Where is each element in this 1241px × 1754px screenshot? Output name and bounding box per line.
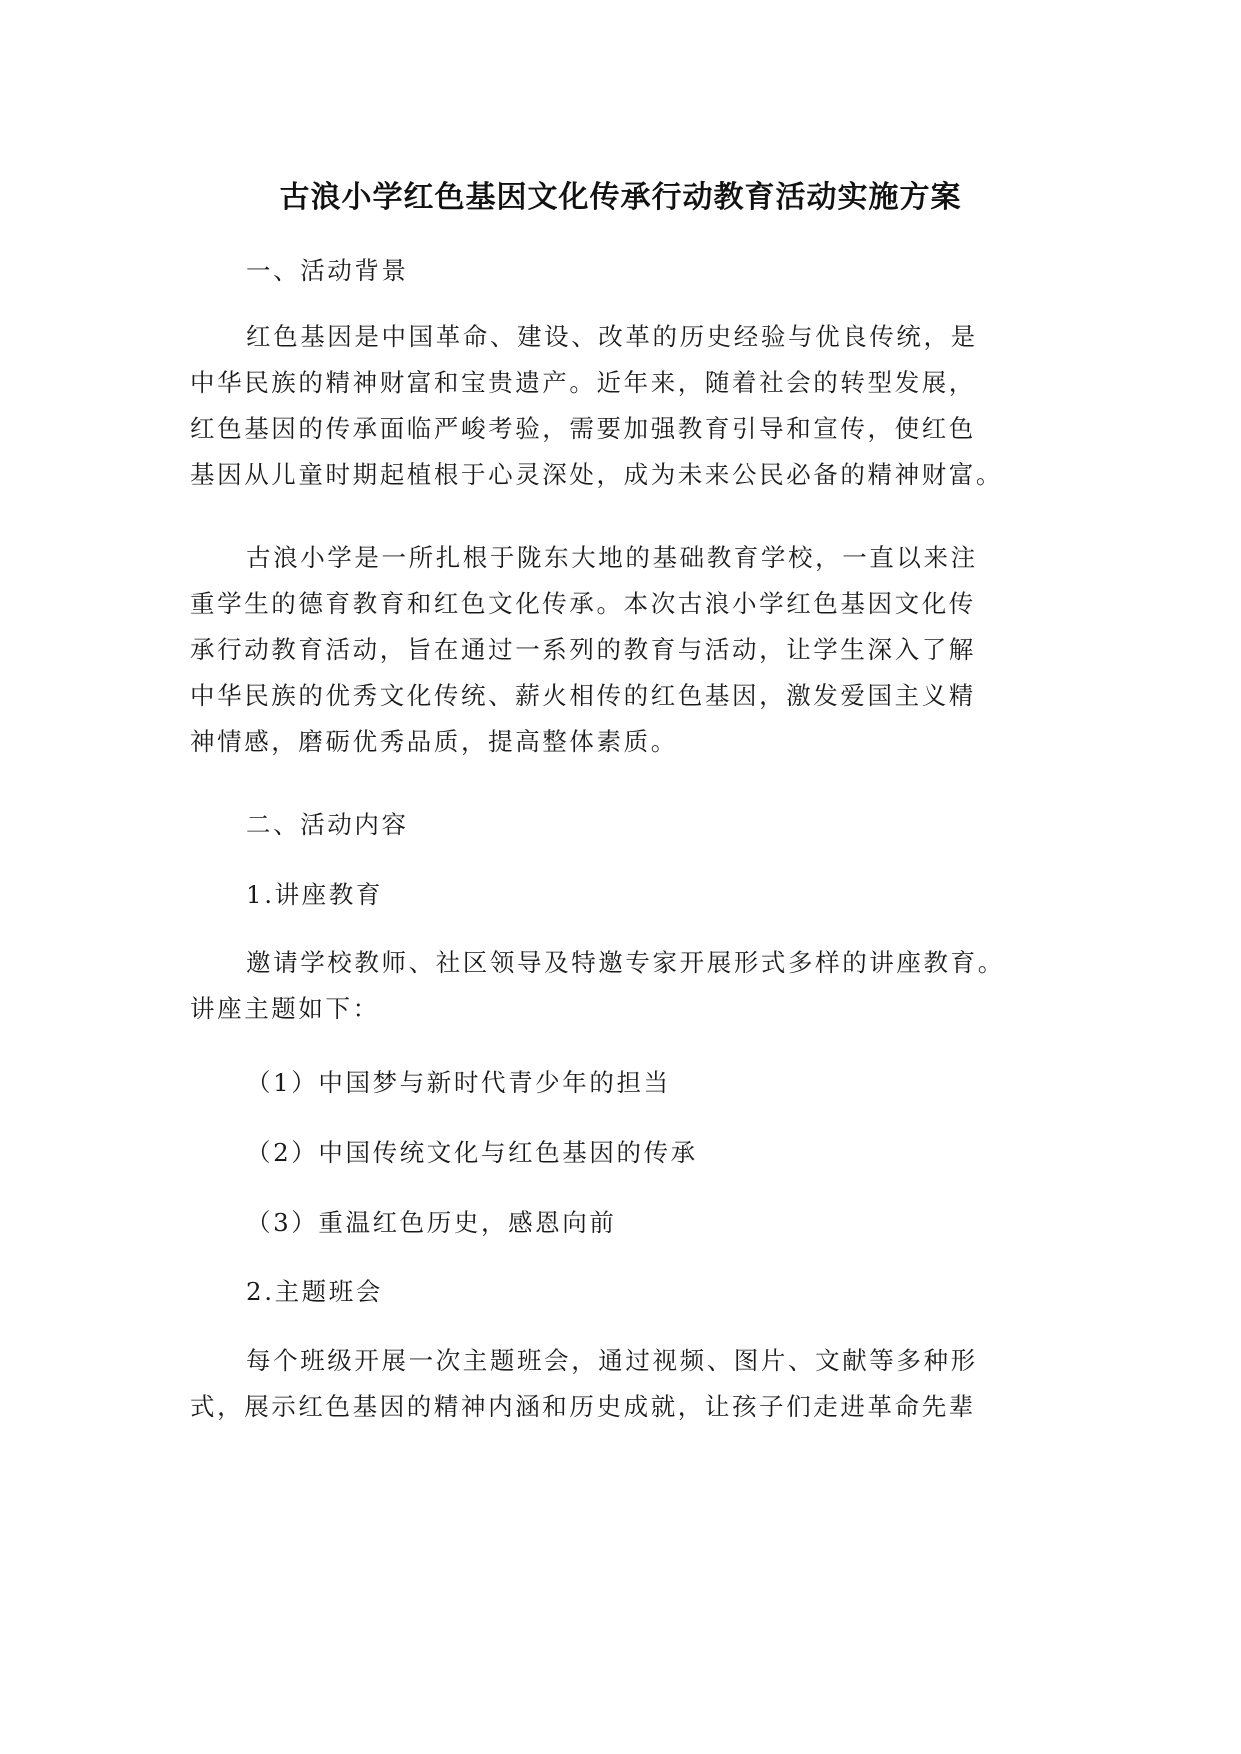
topic-item: [190, 1130, 1070, 1176]
paragraph-lectures: [190, 940, 1070, 1032]
paragraph-background: [190, 314, 1070, 498]
paragraph-school-intro: [190, 535, 1070, 765]
section-heading: 一、活动背景: [246, 256, 409, 285]
topic-line: （1）中国梦与新时代青少年的担当: [246, 1068, 671, 1097]
paragraph-line: 承行动教育活动，旨在通过一系列的教育与活动，让学生深入了解: [190, 635, 976, 664]
section-heading-content: [190, 802, 1070, 848]
topic-item: [190, 1060, 1070, 1106]
subsection-heading: 2.主题班会: [246, 1277, 383, 1306]
section-heading-background: [190, 248, 1070, 294]
subsection-heading: 1.讲座教育: [246, 880, 383, 909]
paragraph-line: 式，展示红色基因的精神内涵和历史成就，让孩子们走进革命先辈: [190, 1392, 976, 1421]
paragraph-line: 古浪小学是一所扎根于陇东大地的基础教育学校，一直以来注: [246, 543, 978, 572]
paragraph-line: 讲座主题如下：: [190, 994, 380, 1023]
paragraph-line: 中华民族的优秀文化传统、薪火相传的红色基因，激发爱国主义精: [190, 681, 976, 710]
paragraph-line: 邀请学校教师、社区领导及特邀专家开展形式多样的讲座教育。: [246, 948, 1005, 977]
paragraph-line: 红色基因是中国革命、建设、改革的历史经验与优良传统，是: [246, 322, 978, 351]
paragraph-line: 基因从儿童时期起植根于心灵深处，成为未来公民必备的精神财富。: [190, 460, 1003, 489]
paragraph-line: 每个班级开展一次主题班会，通过视频、图片、文献等多种形: [246, 1346, 978, 1375]
topic-line: （3）重温红色历史，感恩向前: [246, 1208, 617, 1237]
topic-item: [190, 1200, 1070, 1246]
subsection-heading-lectures: [190, 872, 1070, 918]
section-heading: 二、活动内容: [246, 810, 409, 839]
paragraph-class-meeting: [190, 1338, 1070, 1430]
paragraph-line: 红色基因的传承面临严峻考验，需要加强教育引导和宣传，使红色: [190, 414, 976, 443]
paragraph-line: 重学生的德育教育和红色文化传承。本次古浪小学红色基因文化传: [190, 589, 976, 618]
subsection-heading-class-meeting: [190, 1269, 1070, 1315]
paragraph-line: 中华民族的精神财富和宝贵遗产。近年来，随着社会的转型发展，: [190, 368, 976, 397]
document-title: 古浪小学红色基因文化传承行动教育活动实施方案: [279, 180, 962, 215]
paragraph-line: 神情感，磨砺优秀品质，提高整体素质。: [190, 727, 678, 756]
topic-line: （2）中国传统文化与红色基因的传承: [246, 1138, 698, 1167]
